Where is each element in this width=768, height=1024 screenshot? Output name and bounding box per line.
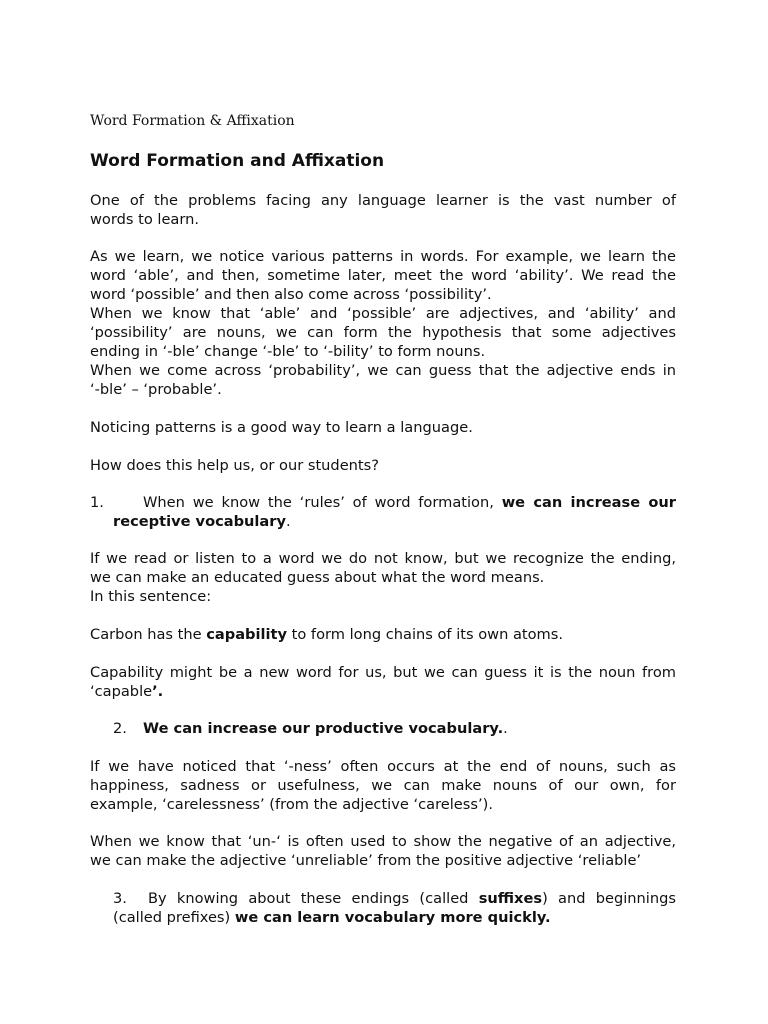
text-line: example, ‘carelessness’ (from the adjective ‘careless’).: [90, 796, 493, 813]
paragraph-patterns: [90, 247, 676, 399]
document-title: Word Formation and Affixation: [90, 151, 385, 171]
text-run: .: [286, 513, 291, 530]
emphasis: receptive vocabulary: [113, 513, 286, 530]
list-item-text-continued: [113, 512, 676, 531]
list-number: 1.: [90, 494, 104, 511]
text-line: [143, 493, 676, 512]
text-line: ‘possibility’ are nouns, we can form the hypothesis that some adjectives: [90, 324, 676, 341]
emphasis: we can learn vocabulary more quickly.: [234, 909, 551, 926]
text-run: ) and beginnings: [542, 890, 676, 907]
list-item-text: [148, 889, 676, 908]
text-line: words to learn.: [90, 211, 200, 228]
paragraph-example-sentence: [90, 625, 676, 644]
paragraph-ness: [90, 757, 676, 814]
list-item-text: [143, 719, 508, 738]
text-line: word ‘possible’ and then also come across ‘possibility’.: [90, 286, 492, 303]
running-header: Word Formation & Affixation: [90, 113, 295, 129]
paragraph-recognize: [90, 549, 676, 606]
text-line: When we know that ‘un-‘ is often used to show the negative of an adjective,: [90, 833, 676, 850]
text-run: to form long chains of its own atoms.: [287, 626, 564, 643]
emphasis: suffixes: [478, 890, 543, 907]
text-line: If we read or listen to a word we do not know, but we recognize the ending,: [90, 550, 676, 567]
text-line: ‘-ble’ – ‘probable’.: [90, 381, 222, 398]
emphasis: We can increase our productive vocabulary.: [143, 720, 504, 737]
text-line: As we learn, we notice various patterns in words. For example, we learn the: [90, 248, 676, 265]
text-line: word ‘able’, and then, sometime later, meet the word ‘ability’. We read the: [90, 267, 676, 284]
list-number: 2.: [113, 720, 127, 737]
text-run: When we know the ‘rules’ of word formation,: [143, 494, 502, 511]
text-run: .: [503, 720, 508, 737]
text-line: In this sentence:: [90, 588, 212, 605]
paragraph-un: [90, 832, 676, 870]
paragraph-question: How does this help us, or our students?: [90, 457, 379, 474]
paragraph-capability: [90, 663, 676, 701]
paragraph-intro: [90, 191, 676, 229]
paragraph-noticing: Noticing patterns is a good way to learn a language.: [90, 419, 473, 436]
list-number: 3.: [113, 890, 127, 907]
text-line: When we know that ‘able’ and ‘possible’ are adjectives, and ‘ability’ and: [90, 305, 676, 322]
list-item-text: [143, 493, 676, 512]
text-run: By knowing about these endings (called: [148, 890, 479, 907]
text-line: we can make the adjective ‘unreliable’ from the positive adjective ‘reliable’: [90, 852, 642, 869]
text-line: [148, 889, 676, 908]
emphasis: we can increase our: [501, 494, 676, 511]
text-run: Carbon has the: [90, 626, 207, 643]
text-line: When we come across ‘probability’, we can guess that the adjective ends in: [90, 362, 676, 379]
text-line: ending in ‘-ble’ change ‘-ble’ to ‘-bility’ to form nouns.: [90, 343, 486, 360]
text-line: we can make an educated guess about what the word means.: [90, 569, 545, 586]
list-item-text-continued: [113, 908, 676, 927]
text-run: ‘capable: [90, 683, 153, 700]
text-line: [90, 682, 676, 701]
text-line: If we have noticed that ‘-ness’ often occurs at the end of nouns, such as: [90, 758, 676, 775]
text-run: (called prefixes): [113, 909, 235, 926]
text-line: happiness, sadness or usefulness, we can make nouns of our own, for: [90, 777, 676, 794]
text-line: One of the problems facing any language learner is the vast number of: [90, 192, 676, 209]
text-line: Capability might be a new word for us, but we can guess it is the noun from: [90, 664, 676, 681]
emphasis: ’.: [152, 683, 164, 700]
emphasis: capability: [206, 626, 287, 643]
